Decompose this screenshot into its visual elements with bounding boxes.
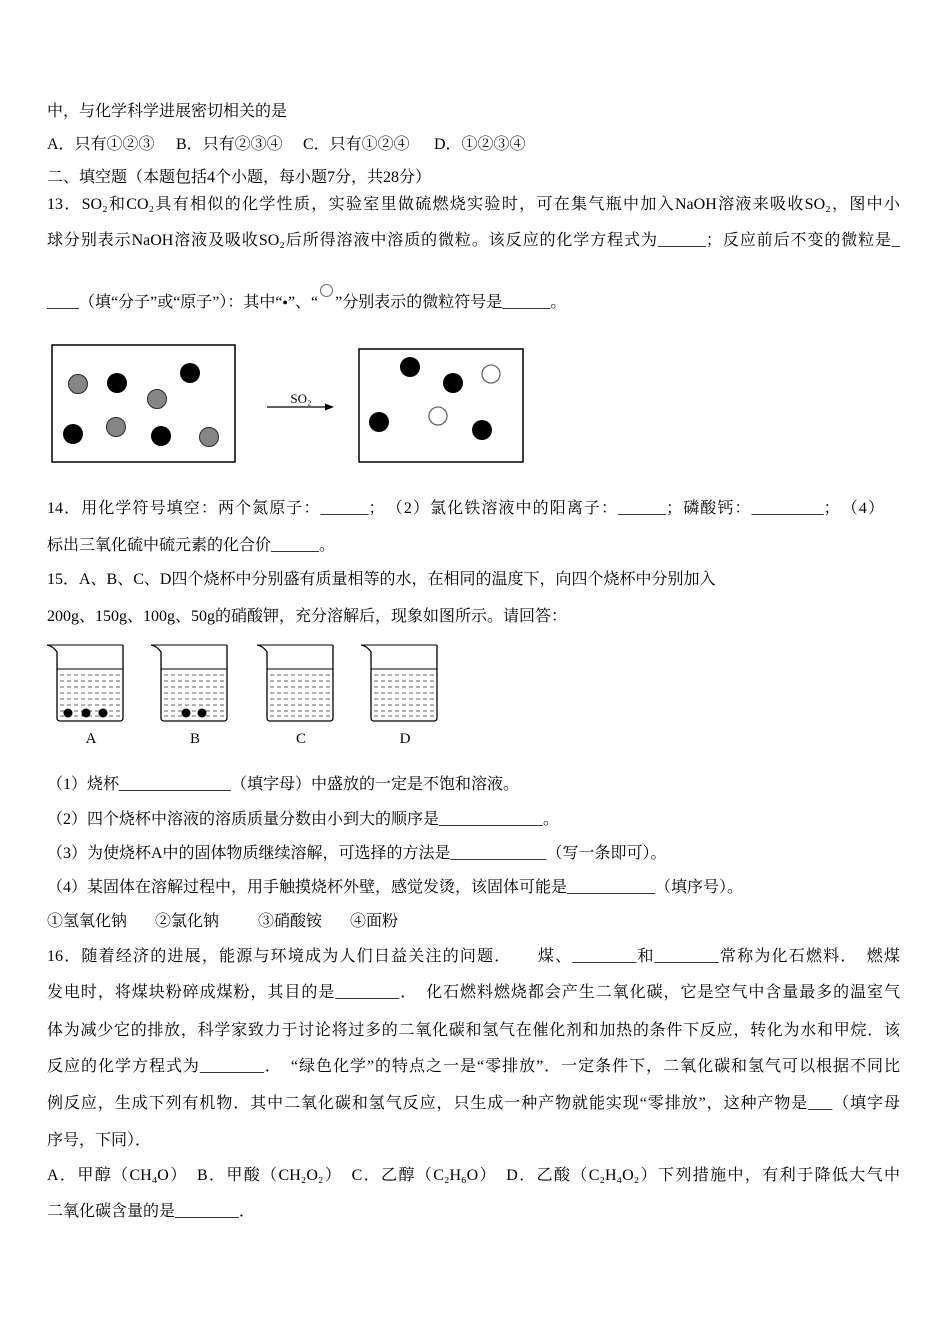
q15-choice-3: ③硝酸铵 xyxy=(258,913,323,930)
beaker-d xyxy=(361,645,437,747)
q15-sub-1: （1）烧杯______________（填字母）中盛放的一定是不饱和溶液。 xyxy=(47,776,520,793)
q16-line-4: 反应的化学方程式为________． “绿色化学”的特点之一是“零排放”．一定条件下，二氧化碳和氢气可以根据不同比 xyxy=(47,1058,900,1075)
black-particle xyxy=(400,357,420,377)
q13-line-2: 球分别表示NaOH溶液及吸收SO₂后所得溶液中溶质的微粒。该反应的化学方程式为______；反应前后不变的微粒是_ xyxy=(47,232,900,249)
q15-choice-4: ④面粉 xyxy=(350,913,399,930)
undissolved-solid-particle xyxy=(182,709,191,718)
beaker-label: D xyxy=(399,731,411,747)
beaker-a xyxy=(47,645,123,747)
q13-line-3-text-a: ____（填“分子”或“原子”）：其中“ xyxy=(47,294,283,311)
white-particle xyxy=(429,407,447,425)
q12-options xyxy=(47,135,900,155)
beaker-outline xyxy=(361,645,437,721)
q15-choice-1: ①氢氧化钠 xyxy=(47,913,128,930)
q16-line-8: 二氧化碳含量的是________． xyxy=(47,1203,256,1220)
white-particle xyxy=(482,365,500,383)
q15-choice-2: ②氯化钠 xyxy=(155,913,220,930)
gray-particle xyxy=(69,375,88,394)
q14-line-2: 标出三氧化硫中硫元素的化合价______。 xyxy=(47,537,336,554)
black-particle xyxy=(151,426,171,446)
q12-stem-tail: 中，与化学科学进展密切相关的是 xyxy=(47,103,288,120)
q13-line-3-text-c: ”分别表示的微粒符号是______。 xyxy=(335,294,567,311)
beaker-c xyxy=(257,645,333,747)
q15-sub-4: （4）某固体在溶解过程中，用手触摸烧杯外壁，感觉发烫，该固体可能是___________（填序号）。 xyxy=(47,879,744,896)
q15-sub-3: （3）为使烧杯A中的固体物质继续溶解，可选择的方法是____________（写一条即可）。 xyxy=(47,845,667,862)
black-particle xyxy=(369,412,389,432)
q15-beaker-figure xyxy=(40,638,450,753)
q12-option-b: B．只有②③④ xyxy=(176,136,283,153)
q15-sub-2: （2）四个烧杯中溶液的溶质质量分数由小到大的顺序是_____________。 xyxy=(47,811,560,828)
q12-option-c: C．只有①②④ xyxy=(303,136,410,153)
gray-particle xyxy=(107,418,126,437)
q14-line-1: 14．用化学符号填空：两个氮原子：______； （2）氯化铁溶液中的阳离子：______；磷酸钙：_________； （4） xyxy=(47,500,884,517)
open-circle-particle-icon xyxy=(320,284,333,297)
gray-particle xyxy=(148,390,167,409)
q16-line-5: 例反应，生成下列有机物．其中二氧化碳和氢气反应，只生成一种产物就能实现“零排放”，这种产物是___（填字母 xyxy=(47,1095,900,1112)
undissolved-solid-particle xyxy=(99,709,108,718)
q13-line-1: 13．SO₂和CO₂具有相似的化学性质，实验室里做硫燃烧实验时，可在集气瓶中加入NaOH溶液来吸收SO₂，图中小 xyxy=(47,196,900,213)
q13-particle-diagram xyxy=(40,335,540,475)
black-dot-symbol: ● xyxy=(282,297,288,307)
q15-line-2: 200g、150g、100g、50g的硝酸钾，充分溶解后，现象如图所示。请回答： xyxy=(47,608,568,625)
beaker-outline xyxy=(151,645,227,721)
beaker-label: B xyxy=(189,731,201,747)
black-particle xyxy=(180,363,200,383)
black-particle xyxy=(63,424,83,444)
undissolved-solid-particle xyxy=(82,709,91,718)
after-reaction-box xyxy=(359,349,523,462)
q16-line-6: 序号，下同）． xyxy=(47,1132,152,1149)
arrow-label: SO₂ xyxy=(290,391,312,406)
q13-line-3-text-b: ”、“ xyxy=(287,294,319,311)
black-particle xyxy=(443,373,463,393)
reaction-arrowhead xyxy=(325,404,334,411)
q16-line-7: A．甲醇（CH₄O） B．甲酸（CH₂O₂） C．乙醇（C₂H₆O） D．乙酸（C₂H₄O₂）下列措施中，有利于降低大气中 xyxy=(47,1167,900,1184)
q16-line-3: 体为减少它的排放，科学家致力于讨论将过多的二氧化碳和氢气在催化剂和加热的条件下反应，转化为水和甲烷．该 xyxy=(47,1022,900,1039)
beaker-label: C xyxy=(295,731,307,747)
q13-line-3 xyxy=(47,292,566,313)
gray-particle xyxy=(200,428,219,447)
beaker-outline xyxy=(257,645,333,721)
undissolved-solid-particle xyxy=(198,709,207,718)
black-particle xyxy=(107,373,127,393)
q12-option-a: A．只有①②③ xyxy=(47,136,155,153)
q16-line-2: 发电时，将煤块粉碎成煤粉，其目的是________． 化石燃料燃烧都会产生二氧化碳，它是空气中含量最多的温室气 xyxy=(47,984,900,1001)
q16-line-1: 16．随着经济的进展，能源与环境成为人们日益关注的问题． 煤、________和________常称为化石燃料． 燃煤 xyxy=(47,948,900,965)
beaker-label: A xyxy=(85,731,97,747)
section-heading: 二、填空题（本题包括4个小题，每小题7分，共28分） xyxy=(47,169,432,186)
beaker-b xyxy=(151,645,227,747)
undissolved-solid-particle xyxy=(64,709,73,718)
black-particle xyxy=(472,420,492,440)
q15-choices xyxy=(47,912,900,932)
q12-option-d: D．①②③④ xyxy=(434,136,526,153)
q15-line-1: 15．A、B、C、D四个烧杯中分别盛有质量相等的水，在相同的温度下，向四个烧杯中分别加入 xyxy=(47,571,716,588)
